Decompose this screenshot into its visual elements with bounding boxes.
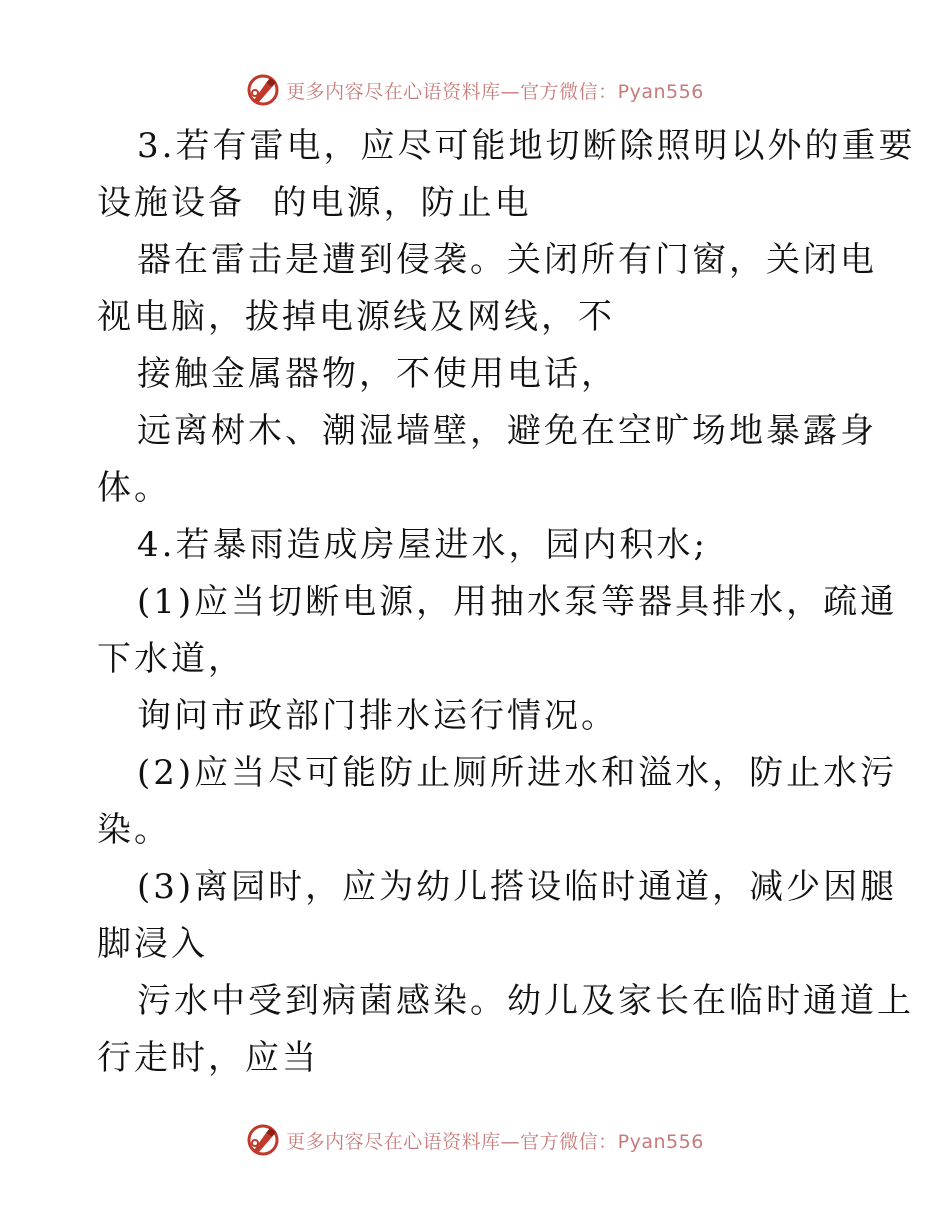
paragraph-line: 体。 <box>97 468 171 508</box>
header-banner-text: 更多内容尽在心语资料库—官方微信：Pyan556 <box>286 80 704 103</box>
footer-banner-text: 更多内容尽在心语资料库—官方微信：Pyan556 <box>286 1130 704 1153</box>
paragraph-line: (1)应当切断电源，用抽水泵等器具排水，疏通 <box>137 582 898 622</box>
paragraph-line: 行走时，应当 <box>97 1038 319 1078</box>
paragraph-line: 脚浸入 <box>97 924 208 964</box>
paragraph-line: 器在雷击是遭到侵袭。关闭所有门窗，关闭电 <box>137 240 877 280</box>
paragraph-line: 询问市政部门排水运行情况。 <box>137 696 618 736</box>
header-banner <box>0 70 950 110</box>
paragraph-line: (2)应当尽可能防止厕所进水和溢水，防止水污 <box>137 753 898 793</box>
paragraph-line: 4.若暴雨造成房屋进水，园内积水; <box>137 525 708 565</box>
paragraph-line: (3)离园时，应为幼儿搭设临时通道，减少因腿 <box>137 867 898 907</box>
pen-nib-logo-icon <box>246 73 280 107</box>
document-body <box>97 118 916 1087</box>
pen-nib-logo-icon <box>246 1123 280 1157</box>
paragraph-line: 3.若有雷电，应尽可能地切断除照明以外的重要 <box>137 126 916 166</box>
footer-banner <box>0 1120 950 1160</box>
paragraph-line: 视电脑，拔掉电源线及网线，不 <box>97 297 615 337</box>
paragraph-line: 下水道， <box>97 639 245 679</box>
paragraph-line: 接触金属器物，不使用电话， <box>137 354 618 394</box>
paragraph-line: 染。 <box>97 810 171 850</box>
paragraph-line: 远离树木、潮湿墙壁，避免在空旷场地暴露身 <box>137 411 877 451</box>
paragraph-line: 设施设备 的电源，防止电 <box>97 183 532 223</box>
paragraph-line: 污水中受到病菌感染。幼儿及家长在临时通道上 <box>137 981 914 1021</box>
